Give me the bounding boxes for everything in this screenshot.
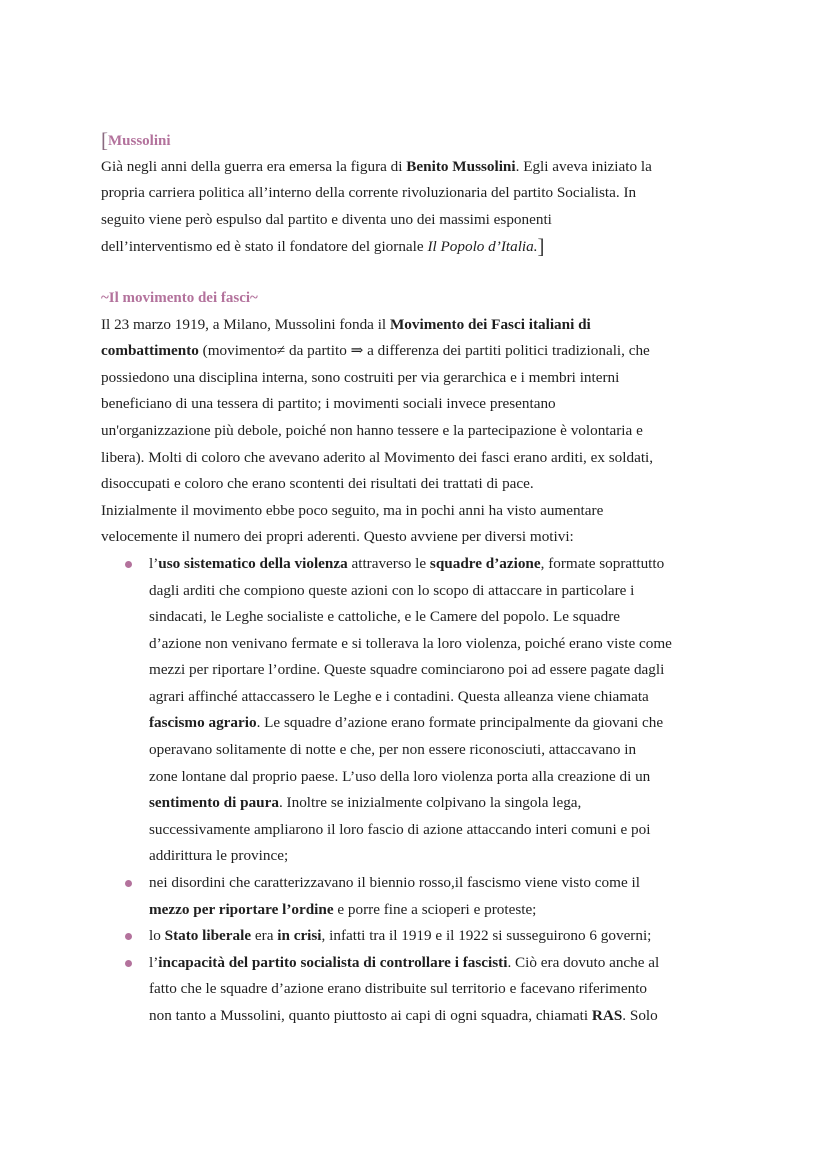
text-run: d’azione non venivano fermate e si tollerava la loro violenza, poiché erano viste come (149, 634, 672, 652)
bracket-close: ] (537, 234, 545, 259)
text-line (149, 578, 731, 605)
text-run: un'organizzazione più debole, poiché non hanno tessere e la partecipazione è volontaria e (101, 421, 643, 439)
text-line (101, 365, 731, 392)
text-run: . Le squadre d’azione erano formate principalmente da giovani che (256, 714, 664, 732)
text-line (101, 445, 731, 472)
text-run: successivamente ampliarono il loro fascio di azione attaccando interi comuni e poi (149, 820, 651, 838)
section-title: Mussolini (108, 133, 171, 149)
bold-text: Stato liberale (164, 927, 252, 945)
bold-text: incapacità del partito socialista di controllare i fascisti (158, 953, 508, 971)
text-run: Già negli anni della guerra era emersa la figura di (101, 157, 407, 175)
text-run: propria carriera politica all’interno della corrente rivoluzionaria del partito Socialista. In (101, 184, 637, 202)
text-line (149, 551, 731, 578)
text-line (149, 897, 731, 924)
text-run: addirittura le province; (149, 847, 289, 865)
bold-text: sentimento di paura (149, 794, 279, 812)
section-mussolini-heading (101, 127, 731, 154)
text-line (101, 471, 731, 498)
text-run: agrari affinché attaccassero le Leghe e i contadini. Questa alleanza viene chiamata (149, 687, 649, 705)
text-run: , formate soprattutto (540, 554, 665, 572)
text-run: dell’interventismo ed è stato il fondatore del giornale (101, 238, 428, 256)
text-line (149, 950, 731, 977)
list-item (101, 923, 731, 950)
document-page (101, 127, 731, 1030)
text-run: . Inoltre se inizialmente colpivano la singola lega, (278, 794, 582, 812)
text-line (101, 312, 731, 339)
bold-text: uso sistematico della violenza (158, 554, 348, 572)
text-run: l’ (149, 554, 159, 572)
bold-text: combattimento (101, 342, 199, 360)
text-run: Inizialmente il movimento ebbe poco seguito, ma in pochi anni ha visto aumentare (101, 501, 604, 519)
text-line (149, 710, 731, 737)
bullet-icon (125, 561, 132, 568)
text-line (149, 631, 731, 658)
text-run: . Ciò era dovuto anche al (507, 953, 660, 971)
text-run: nei disordini che caratterizzavano il biennio rosso,il fascismo viene visto come il (149, 874, 640, 892)
text-run: lo (149, 927, 165, 945)
text-line (101, 154, 731, 181)
bold-text: Movimento dei Fasci italiani di (389, 315, 591, 333)
text-line (149, 843, 731, 870)
text-run: beneficiano di una tessera di partito; i movimenti sociali invece presentano (101, 395, 556, 413)
text-line (101, 180, 731, 207)
text-line (101, 498, 731, 525)
bold-text: in crisi (277, 927, 322, 945)
text-line (149, 817, 731, 844)
bullet-icon (125, 960, 132, 967)
bold-text: Benito Mussolini (406, 157, 516, 175)
text-run: zone lontane dal proprio paese. L’uso della loro violenza porta alla creazione di un (149, 767, 651, 785)
list-item (101, 551, 731, 870)
text-run: fatto che le squadre d’azione erano distribuite sul territorio e facevano riferimento (149, 980, 648, 998)
text-run: operavano solitamente di notte e che, per non essere riconosciuti, attaccavano in (149, 741, 637, 759)
bullet-icon (125, 933, 132, 940)
text-run: attraverso le (347, 554, 430, 572)
text-line (149, 604, 731, 631)
italic-text: Il Popolo d’Italia. (427, 238, 538, 256)
text-run: (movimento≠ da partito ⇒ a differenza dei partiti politici tradizionali, che (198, 342, 650, 360)
text-run: . Solo (622, 1007, 658, 1024)
bold-text: RAS (591, 1007, 623, 1024)
list-item (101, 950, 731, 1030)
bullet-list (101, 551, 731, 1030)
text-line (101, 207, 731, 234)
text-run: sindacati, le Leghe socialiste e cattoliche, e le Camere del popolo. Le squadre (149, 608, 621, 626)
text-run: possiedono una disciplina interna, sono costruiti per via gerarchica e i membri interni (101, 368, 620, 386)
bold-text: squadre d’azione (429, 554, 541, 572)
text-run: disoccupati e coloro che erano scontenti dei risultati dei trattati di pace. (101, 475, 534, 493)
text-line (149, 870, 731, 897)
text-line (149, 657, 731, 684)
text-run: mezzi per riportare l’ordine. Queste squadre cominciarono poi ad essere pagate dagli (149, 661, 665, 679)
section-fasci-heading: ~Il movimento dei fasci~ (101, 289, 258, 306)
text-run: era (251, 927, 278, 945)
text-line (101, 338, 731, 365)
text-line (149, 923, 731, 950)
bracket-open: [ (101, 128, 108, 152)
text-line (149, 1003, 731, 1030)
text-line (149, 737, 731, 764)
text-run: seguito viene però espulso dal partito e diventa uno dei massimi esponenti (101, 210, 552, 228)
text-line (101, 418, 731, 445)
text-run: libera). Molti di coloro che avevano aderito al Movimento dei fasci erano arditi, ex soldati, (101, 448, 654, 466)
text-run: , infatti tra il 1919 e il 1922 si susseguirono 6 governi; (321, 927, 652, 945)
text-run: l’ (149, 953, 159, 971)
text-run: . Egli aveva iniziato la (515, 157, 652, 175)
text-run: Il 23 marzo 1919, a Milano, Mussolini fonda il (101, 315, 390, 333)
text-run: dagli arditi che compiono queste azioni con lo scopo di attaccare in particolare i (149, 581, 635, 599)
list-item (101, 870, 731, 923)
text-line (101, 524, 731, 551)
bold-text: mezzo per riportare l’ordine (149, 900, 334, 918)
text-line (149, 790, 731, 817)
text-run: e porre fine a scioperi e proteste; (333, 900, 537, 918)
text-line (149, 684, 731, 711)
text-line (101, 233, 731, 260)
section-mussolini-body (101, 154, 731, 260)
bold-text: fascismo agrario (149, 714, 257, 732)
text-run: non tanto a Mussolini, quanto piuttosto ai capi di ogni squadra, chiamati (149, 1007, 592, 1024)
text-line (149, 764, 731, 791)
text-line (101, 391, 731, 418)
bullet-icon (125, 880, 132, 887)
text-line (149, 976, 731, 1003)
text-run: velocemente il numero dei propri aderenti. Questo avviene per diversi motivi: (101, 528, 574, 546)
section-fasci-body (101, 312, 731, 551)
